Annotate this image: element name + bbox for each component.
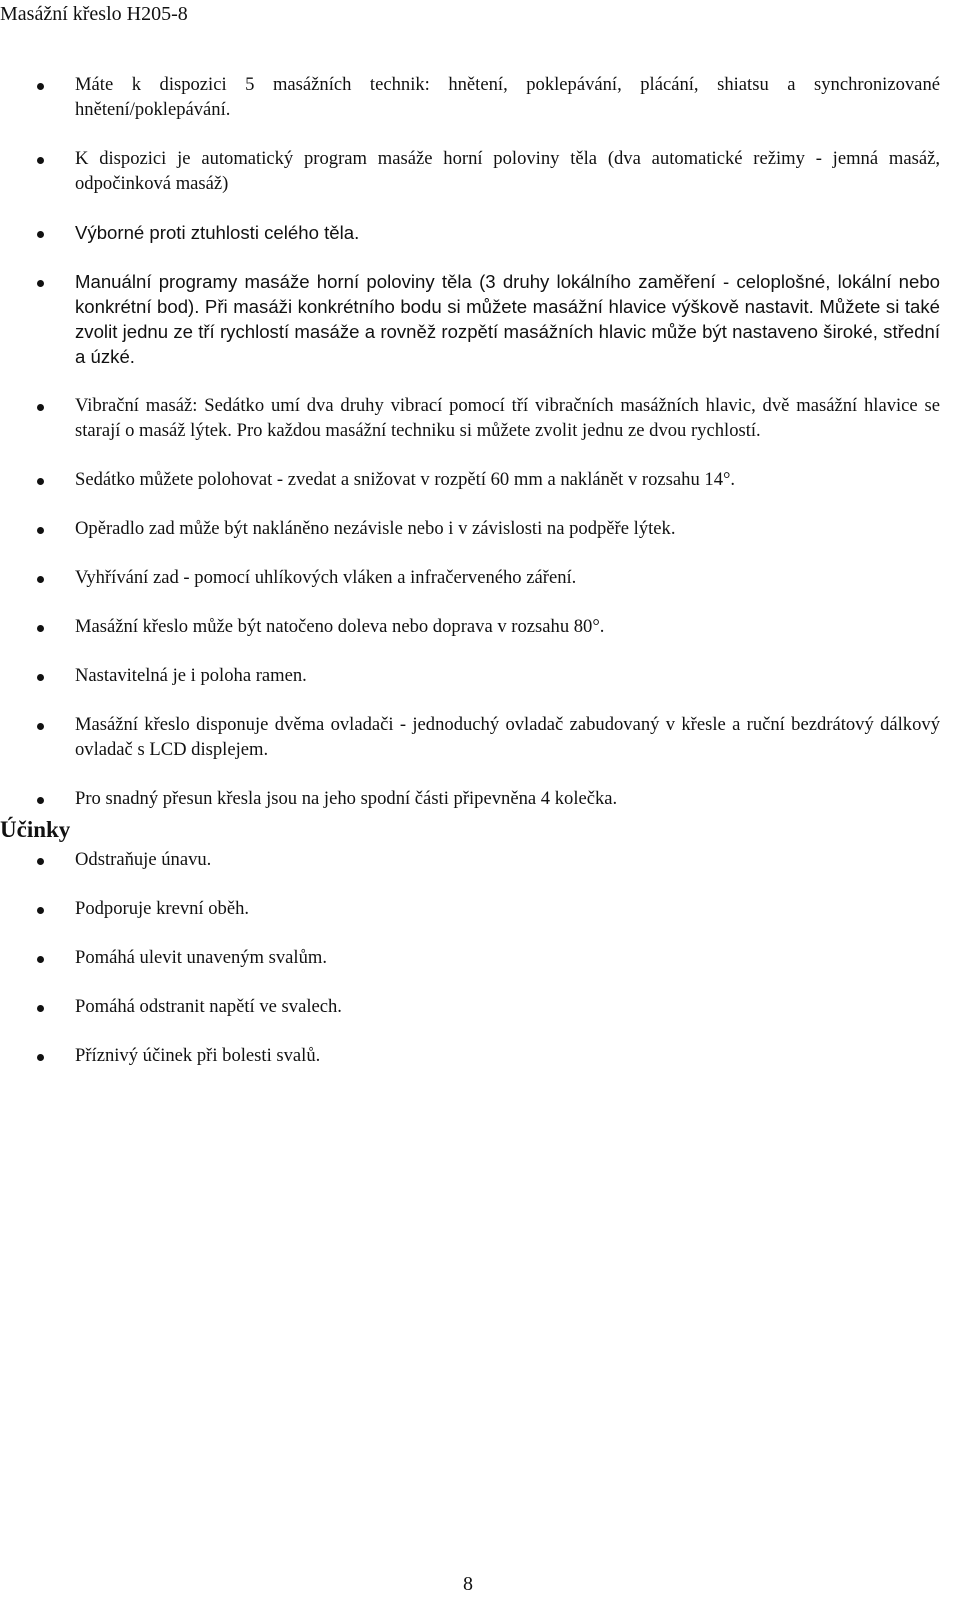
feature-text: Sedátko můžete polohovat - zvedat a snižovat v rozpětí 60 mm a naklánět v rozsahu 14°. [75, 469, 736, 490]
feature-text: Vyhřívání zad - pomocí uhlíkových vláken a infračerveného záření. [75, 567, 577, 588]
feature-item-wheels [0, 786, 960, 811]
effect-item [0, 945, 960, 970]
feature-item-massage-techniques [0, 72, 960, 122]
feature-text: Výborné proti ztuhlosti celého těla. [75, 222, 360, 243]
effect-item [0, 896, 960, 921]
feature-text: Opěradlo zad může být nakláněno nezávisle nebo i v závislosti na podpěře lýtek. [75, 518, 676, 539]
bullet-icon [37, 956, 44, 963]
document-body [0, 72, 960, 1068]
bullet-icon [37, 83, 44, 90]
effect-text: Pomáhá odstranit napětí ve svalech. [75, 996, 342, 1017]
effect-item [0, 847, 960, 872]
feature-text: Vibrační masáž: Sedátko umí dva druhy vibrací pomocí tří vibračních masážních hlavic, dvě masážní hlavice se starají o masáž lýtek. Pro každou masážní techniku si můžete zvolit jednu ze dvou rychlostí. [75, 395, 940, 441]
bullet-icon [37, 231, 44, 238]
feature-item-manual-programs [0, 269, 960, 369]
bullet-icon [37, 797, 44, 804]
bullet-icon [37, 478, 44, 485]
bullet-icon [37, 907, 44, 914]
feature-text: Máte k dispozici 5 masážních technik: hnětení, poklepávání, plácání, shiatsu a synchronizované hnětení/poklepávání. [75, 74, 940, 120]
feature-item-seat-positioning [0, 467, 960, 492]
effect-item [0, 994, 960, 1019]
feature-item-vibration-massage [0, 393, 960, 443]
bullet-icon [37, 674, 44, 681]
bullet-icon [37, 625, 44, 632]
feature-text: Masážní křeslo disponuje dvěma ovladači - jednoduchý ovladač zabudovaný v křesle a ruční bezdrátový dálkový ovladač s LCD displejem. [75, 714, 940, 760]
bullet-icon [37, 404, 44, 411]
bullet-icon [37, 1054, 44, 1061]
feature-item-shoulder-position [0, 663, 960, 688]
feature-item-stiffness [0, 220, 960, 245]
feature-item-backrest [0, 516, 960, 541]
effect-text: Pomáhá ulevit unaveným svalům. [75, 947, 328, 968]
feature-item-rotation [0, 614, 960, 639]
feature-text: K dispozici je automatický program masáže horní poloviny těla (dva automatické režimy - jemná masáž, odpočinková masáž) [75, 148, 940, 194]
effect-text: Odstraňuje únavu. [75, 849, 212, 870]
feature-text: Masážní křeslo může být natočeno doleva nebo doprava v rozsahu 80°. [75, 616, 605, 637]
effect-text: Příznivý účinek při bolesti svalů. [75, 1045, 321, 1066]
effects-heading: Účinky [0, 817, 71, 842]
feature-item-controllers [0, 712, 960, 762]
bullet-icon [37, 576, 44, 583]
bullet-icon [37, 280, 44, 287]
features-list [0, 72, 960, 811]
bullet-icon [37, 157, 44, 164]
effect-item [0, 1043, 960, 1068]
feature-text: Nastavitelná je i poloha ramen. [75, 665, 307, 686]
effects-list [0, 847, 960, 1068]
bullet-icon [37, 1005, 44, 1012]
page-header-title: Masážní křeslo H205-8 [0, 3, 188, 25]
effect-text: Podporuje krevní oběh. [75, 898, 250, 919]
page-number: 8 [463, 1573, 473, 1595]
bullet-icon [37, 723, 44, 730]
feature-text: Pro snadný přesun křesla jsou na jeho spodní části připevněna 4 kolečka. [75, 788, 618, 809]
bullet-icon [37, 858, 44, 865]
feature-text: Manuální programy masáže horní poloviny těla (3 druhy lokálního zaměření - celoplošné, lokální nebo konkrétní bod). Při masáži konkrétního bodu si můžete masážní hlavice výškově nastavit. Můžete si také zvolit jednu ze tří rychlostí masáže a rovněž rozpětí masážních hlavic může být nastaveno široké, střední a úzké. [75, 271, 940, 367]
bullet-icon [37, 527, 44, 534]
feature-item-automatic-program [0, 146, 960, 196]
feature-item-back-heating [0, 565, 960, 590]
